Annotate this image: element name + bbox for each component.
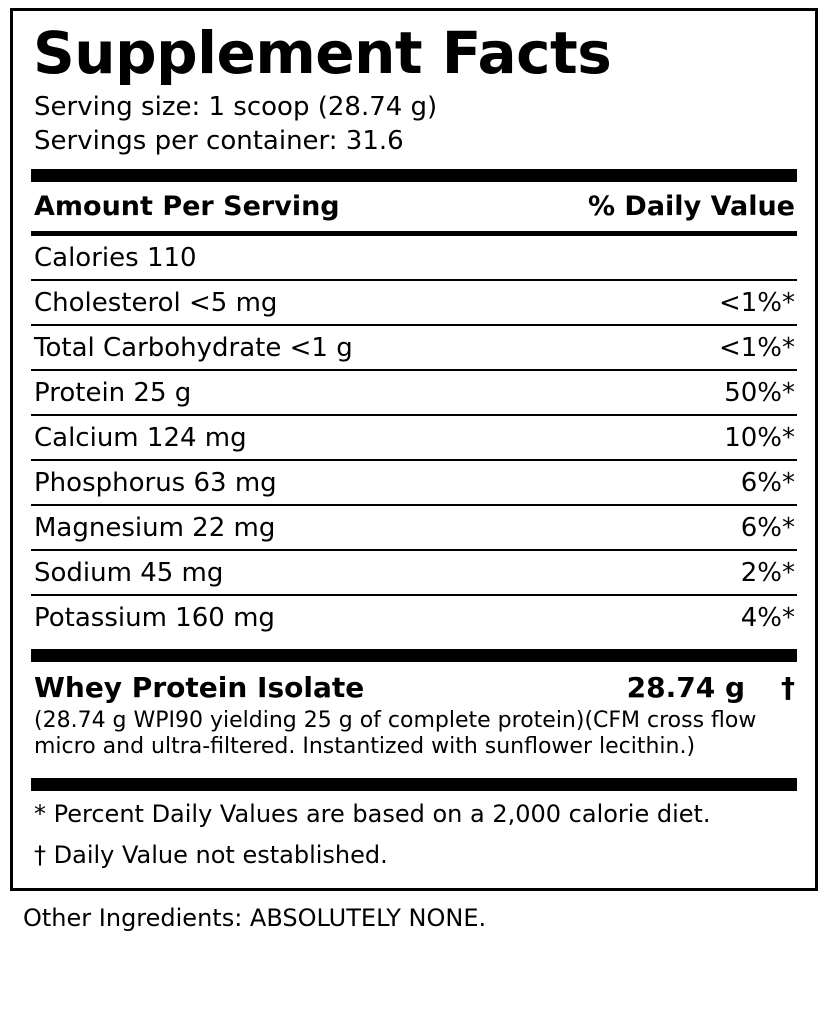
- nutrient-dv: 10%*: [724, 423, 795, 454]
- divider-thick-top: [31, 169, 797, 182]
- amount-per-serving-header: Amount Per Serving: [34, 191, 340, 223]
- nutrient-name: Phosphorus 63 mg: [34, 468, 277, 499]
- table-row: [31, 281, 797, 324]
- ingredient-name: Whey Protein Isolate: [34, 671, 365, 705]
- table-row: [31, 506, 797, 549]
- footnote-daily-value: * Percent Daily Values are based on a 2,000 calorie diet.: [34, 799, 711, 828]
- divider-thick-bottom: [31, 778, 797, 791]
- divider-thick-middle: [31, 649, 797, 662]
- serving-size-text: Serving size: 1 scoop (28.74 g): [34, 91, 438, 122]
- nutrient-name: Calcium 124 mg: [34, 423, 247, 454]
- nutrient-dv: 50%*: [724, 378, 795, 409]
- nutrient-name: Calories 110: [34, 243, 197, 274]
- nutrient-dv: 4%*: [740, 603, 795, 634]
- ingredient-amount: 28.74 g: [626, 671, 745, 705]
- table-row: [31, 596, 797, 639]
- footnote-dagger: † Daily Value not established.: [34, 841, 388, 870]
- nutrient-dv: 6%*: [740, 513, 795, 544]
- nutrient-dv: <1%*: [718, 288, 795, 319]
- table-row: [31, 236, 797, 279]
- nutrient-name: Magnesium 22 mg: [34, 513, 276, 544]
- nutrient-name: Protein 25 g: [34, 378, 192, 409]
- page-title: Supplement Facts: [33, 19, 612, 87]
- other-ingredients-text: Other Ingredients: ABSOLUTELY NONE.: [23, 903, 487, 932]
- supplement-facts-panel: [10, 8, 818, 891]
- table-row: [31, 326, 797, 369]
- table-header-row: [31, 182, 797, 231]
- servings-per-container-text: Servings per container: 31.6: [34, 126, 404, 157]
- ingredient-row: [31, 662, 797, 706]
- nutrient-name: Sodium 45 mg: [34, 558, 224, 589]
- nutrient-name: Total Carbohydrate <1 g: [34, 333, 353, 364]
- nutrient-name: Cholesterol <5 mg: [34, 288, 278, 319]
- table-row: [31, 551, 797, 594]
- table-row: [31, 416, 797, 459]
- table-row: [31, 371, 797, 414]
- nutrient-name: Potassium 160 mg: [34, 603, 275, 634]
- nutrient-dv: <1%*: [718, 333, 795, 364]
- table-row: [31, 461, 797, 504]
- dagger-symbol: †: [781, 671, 795, 705]
- nutrient-dv: 6%*: [740, 468, 795, 499]
- daily-value-header: % Daily Value: [587, 191, 795, 223]
- ingredient-description: (28.74 g WPI90 yielding 25 g of complete protein)(CFM cross flow micro and ultra-filtered. Instantized with sunflower lecithin.): [34, 708, 757, 759]
- nutrient-dv: 2%*: [740, 558, 795, 589]
